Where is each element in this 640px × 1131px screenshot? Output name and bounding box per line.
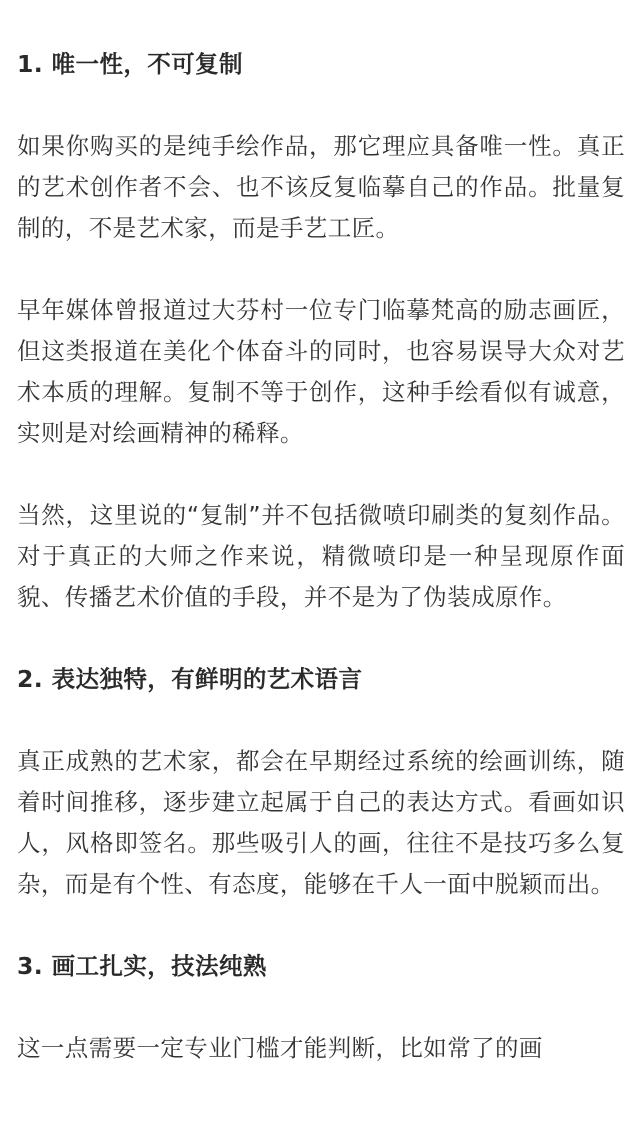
- section-3-paragraph-partial: 这一点需要一定专业门槛才能判断，比如常了的画: [17, 1034, 543, 1062]
- section-3-heading: 3. 画工扎实，技法纯熟: [17, 952, 267, 980]
- section-2-paragraph-1: 真正成熟的艺术家，都会在早期经过系统的绘画训练，随着时间推移，逐步建立起属于自己的表达方式。看画如识人，风格即签名。那些吸引人的画，往往不是技巧多么复杂，而是有个性、有态度，能够在千人一面中脱颖而出。: [17, 747, 625, 898]
- article-body: [17, 44, 625, 1069]
- section-2-heading: 2. 表达独特，有鲜明的艺术语言: [17, 665, 363, 693]
- section-1-paragraph-2: 早年媒体曾报道过大芬村一位专门临摹梵高的励志画匠，但这类报道在美化个体奋斗的同时，也容易误导大众对艺术本质的理解。复制不等于创作，这种手绘看似有诚意，实则是对绘画精神的稀释。: [17, 296, 625, 447]
- section-1-paragraph-1: 如果你购买的是纯手绘作品，那它理应具备唯一性。真正的艺术创作者不会、也不该反复临摹自己的作品。批量复制的，不是艺术家，而是手艺工匠。: [17, 132, 625, 242]
- section-1-paragraph-3: 当然，这里说的“复制”并不包括微喷印刷类的复刻作品。对于真正的大师之作来说，精微喷印是一种呈现原作面貌、传播艺术价值的手段，并不是为了伪装成原作。: [17, 501, 625, 611]
- section-1-heading: 1. 唯一性，不可复制: [17, 50, 243, 78]
